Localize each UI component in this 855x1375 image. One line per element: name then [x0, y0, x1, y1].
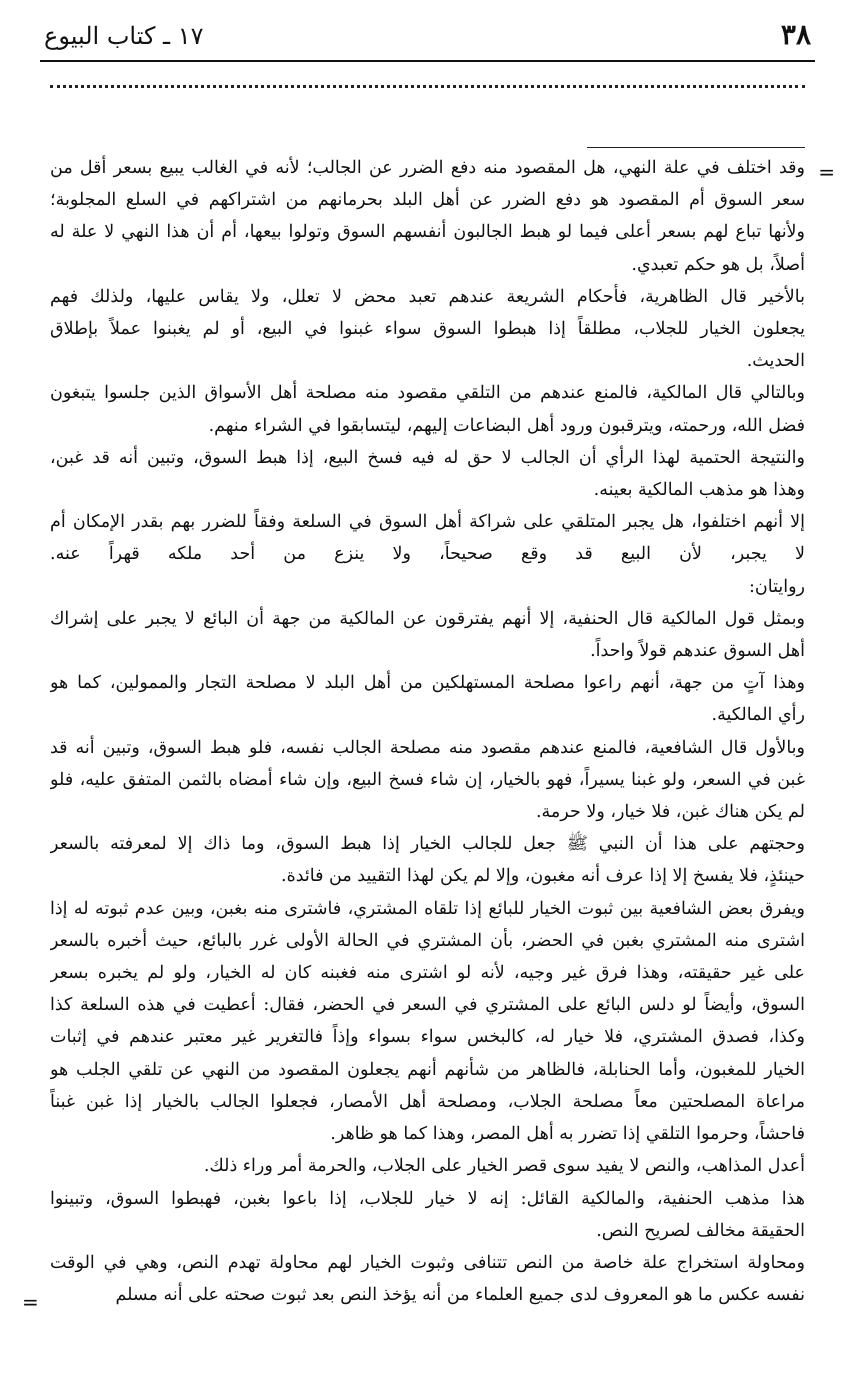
- text-line: ومحاولة استخراج علة خاصة من النص تتنافى وثبوت الخيار لهم محاولة تهدم النص، وهي في الوقت: [50, 1252, 805, 1273]
- paragraph: [50, 506, 805, 603]
- paragraph: [50, 667, 805, 731]
- text-line: اشترى منه المشتري بغبن في الحضر، بأن المشتري في الحالة الأولى غرر بالبائع، حيث أخبره بالسعر: [50, 930, 805, 951]
- continues-next-page-mark: =: [22, 1290, 39, 1314]
- text-line: وهذا هو مذهب المالكية بعينه.: [593, 480, 805, 501]
- continuation-mark: =: [818, 160, 835, 184]
- text-line: وبمثل قول المالكية قال الحنفية، إلا أنهم يفترقون عن المالكية من جهة أن البائع لا يجبر على إشراك: [50, 608, 805, 629]
- text-line: والنتيجة الحتمية لهذا الرأي أن الجالب لا حق له فيه فسخ البيع، إذا هبط السوق، وتبين أنه قد غبن،: [50, 447, 805, 468]
- text-line: السوق، وأيضاً لو دلس البائع على المشتري في السعر في الحضر، فقال: أعطيت في هذه السلعة كذا: [50, 995, 805, 1016]
- text-line: رأي المالكية.: [711, 705, 805, 726]
- dotted-separator: [50, 85, 805, 88]
- paragraph: [50, 828, 805, 892]
- text-line: سعر السوق أم المقصود هو دفع الضرر عن أهل البلد بحرمانهم من اشتراكهم في السلع المجلوبة؛: [50, 190, 805, 211]
- paragraph: [50, 603, 805, 667]
- text-line: غبن في السعر، ولو غبنا يسيراً، فهو بالخيار، إن شاء فسخ البيع، وإن شاء أمضاه بالثمن المتفق عليه، فلو: [50, 769, 805, 790]
- page-number: ٣٨: [780, 18, 811, 51]
- footnote-rule: [587, 147, 805, 148]
- text-line: وقد اختلف في علة النهي، هل المقصود منه دفع الضرر عن الجالب؛ لأنه في الغالب يبيع بسعر أقل من: [50, 158, 805, 178]
- text-line: وبالتالي قال المالكية، فالمنع عندهم من التلقي مقصود منه مصلحة أهل الأسواق الذين جلسوا يتبغون: [50, 383, 805, 404]
- paragraph: [50, 152, 805, 281]
- paragraph: [50, 1183, 805, 1247]
- footnote-body: [50, 152, 805, 1311]
- text-line: حينئذٍ، فلا يفسخ إلا إذا عرف أنه مغبون، وإلا لم يكن لهذا التقييد من فائدة.: [281, 866, 805, 887]
- running-title: ١٧ ـ كتاب البيوع: [44, 22, 204, 50]
- text-line: وحجتهم على هذا أن النبي ﷺ جعل للجالب الخيار إذا هبط السوق، وما ذاك إلا لمعرفته بالسعر: [50, 834, 805, 855]
- text-line: أعدل المذاهب، والنص لا يفيد سوى قصر الخيار على الجلاب، والحرمة أمر وراء ذلك.: [203, 1156, 805, 1177]
- text-line: مراعاة المصلحتين معاً مصلحة الجلاب، ومصلحة أهل الأمصار، فجعلوا الجالب بالخيار إذا غبن غبناً: [50, 1091, 805, 1112]
- paragraph: [50, 442, 805, 506]
- text-line: لا يجبر، لأن البيع قد وقع صحيحاً، ولا ينزع من أحد ملكه قهراً عنه.: [50, 544, 805, 565]
- paragraph: [50, 281, 805, 378]
- text-line: فاحشاً، وحرموا التلقي إذا تضرر به أهل المصر، وهذا كما هو ظاهر.: [330, 1124, 805, 1145]
- paragraph: [50, 1150, 805, 1182]
- paragraph: [50, 1247, 805, 1311]
- text-line: وبالأول قال الشافعية، فالمنع عندهم مقصود منه مصلحة الجالب نفسه، فلو هبط السوق، وتبين أنه قد: [50, 737, 805, 758]
- text-line: الخيار للمغبون، وأما الحنابلة، فالظاهر من شأنهم أنهم يجعلون المقصود من النهي عن تلقي الجلب هو: [50, 1059, 805, 1080]
- text-line: ولأنها تباع لهم بسعر أعلى فيما لو هبط الجالبون أنفسهم السوق وتولوا بيعها، أم أن هذا النهي لا علة له: [50, 222, 805, 243]
- page-header: [40, 10, 815, 62]
- paragraph: [50, 732, 805, 829]
- text-line: ويفرق بعض الشافعية بين ثبوت الخيار للبائع إذا تلقاه المشتري، فاشترى منه بغبن، وبين عدم ثبوته له إذا: [50, 898, 805, 919]
- text-line: الحقيقة مخالف لصريح النص.: [596, 1220, 805, 1241]
- paragraph: [50, 893, 805, 1151]
- text-line: أصلاً، بل هو حكم تعبدي.: [631, 254, 805, 275]
- text-line: لم يكن هناك غبن، فلا خيار، ولا حرمة.: [535, 802, 805, 823]
- text-line: يجعلون الخيار للجلاب، مطلقاً إذا هبطوا السوق سواء غبنوا في البيع، أو لم يغبنوا عملاً بإطلاق: [50, 319, 805, 340]
- text-line: الحديث.: [746, 351, 805, 372]
- text-line: نفسه عكس ما هو المعروف لدى جميع العلماء من أنه يؤخذ النص بعد ثبوت صحته على أنه مسلم: [115, 1285, 805, 1306]
- text-line: بالأخير قال الظاهرية، فأحكام الشريعة عندهم تعبد محض لا تعلل، ولا يقاس عليها، ولذلك فهم: [50, 286, 805, 307]
- paragraph: [50, 377, 805, 441]
- text-line: على غير حقيقته، وهذا فرق غير وجيه، لأنه لو اشترى منه فغبنه كان له الخيار، ولو لم يخبره بسعر: [50, 963, 805, 984]
- text-line: إلا أنهم اختلفوا، هل يجبر المتلقي على شراكة أهل السوق في السلعة وفقاً للضرر بهم بقدر الإمكان أم: [50, 512, 805, 533]
- text-line: هذا مذهب الحنفية، والمالكية القائل: إنه لا خيار للجلاب، إذا باعوا بغبن، فهبطوا السوق، وتبينوا: [50, 1188, 805, 1209]
- text-line: فضل الله، ورحمته، ويترقبون ورود أهل البضاعات إليهم، ليتسابقوا في الشراء منهم.: [208, 415, 805, 436]
- text-line: وهذا آتٍ من جهة، أنهم راعوا مصلحة المستهلكين من أهل البلد لا مصلحة التجار والممولين، كما هو: [50, 673, 805, 694]
- text-line: أهل السوق عندهم قولاً واحداً.: [590, 641, 805, 662]
- text-line: روايتان:: [749, 576, 805, 597]
- text-line: وكذا، فصدق المشتري، فلا خيار له، كالبخس سواء بسواء وإذاً فالتغرير غير معتبر عندهم في إثبات: [50, 1027, 805, 1048]
